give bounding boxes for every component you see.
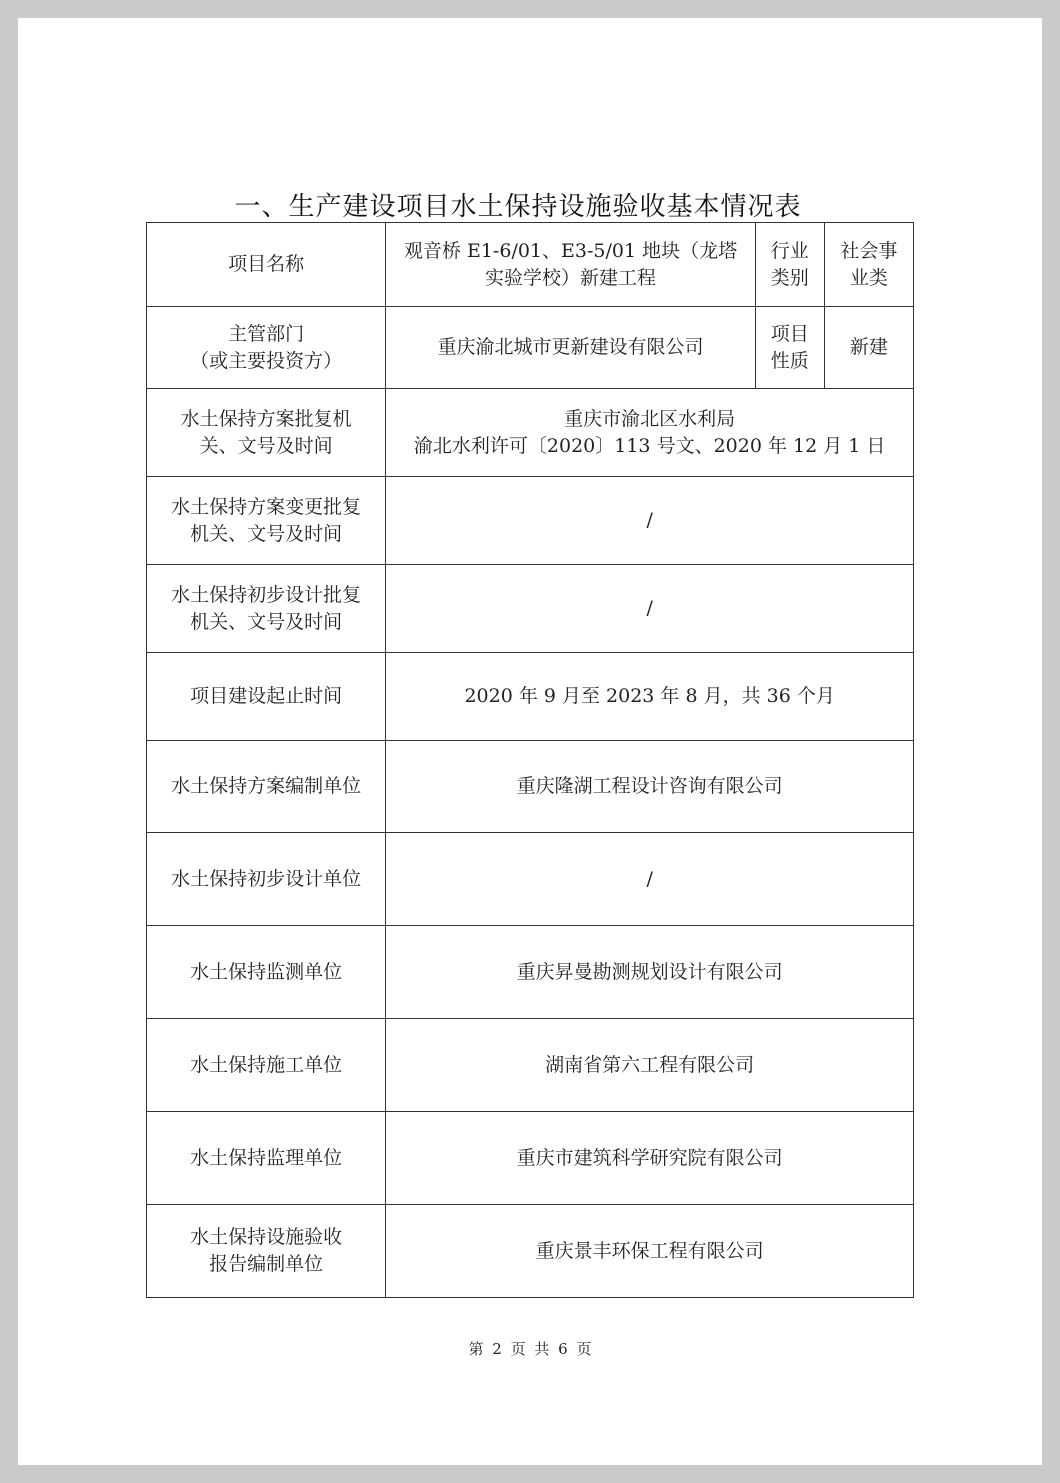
- sub-value-cell: 新建: [824, 307, 913, 389]
- table-row: [147, 653, 914, 741]
- value-cell: /: [386, 565, 914, 653]
- table-row: [147, 1019, 914, 1112]
- table-row: [147, 307, 914, 389]
- label-cell: 水土保持监测单位: [147, 926, 386, 1019]
- table-row: [147, 833, 914, 926]
- table-row: [147, 741, 914, 833]
- document-page: [18, 18, 1042, 1465]
- value-cell: 重庆昇曼勘测规划设计有限公司: [386, 926, 914, 1019]
- label-cell: 水土保持监理单位: [147, 1112, 386, 1205]
- value-cell: 观音桥 E1-6/01、E3-5/01 地块（龙塔 实验学校）新建工程: [386, 223, 755, 307]
- table-row: [147, 477, 914, 565]
- label-cell: 水土保持施工单位: [147, 1019, 386, 1112]
- label-cell: 项目名称: [147, 223, 386, 307]
- table-row: [147, 926, 914, 1019]
- label-cell: 水土保持初步设计批复 机关、文号及时间: [147, 565, 386, 653]
- label-cell: 项目建设起止时间: [147, 653, 386, 741]
- label-cell: 水土保持方案编制单位: [147, 741, 386, 833]
- value-cell: 重庆市渝北区水利局 渝北水利许可〔2020〕113 号文、2020 年 12 月 1 日: [386, 389, 914, 477]
- page-title: 一、生产建设项目水土保持设施验收基本情况表: [234, 192, 802, 222]
- sub-value-cell: 社会事 业类: [824, 223, 913, 307]
- label-cell: 主管部门 （或主要投资方）: [147, 307, 386, 389]
- table-row: [147, 1112, 914, 1205]
- table-row: [147, 223, 914, 307]
- value-cell: 2020 年 9 月至 2023 年 8 月，共 36 个月: [386, 653, 914, 741]
- label-cell: 水土保持初步设计单位: [147, 833, 386, 926]
- value-cell: 重庆隆湖工程设计咨询有限公司: [386, 741, 914, 833]
- sub-label-cell: 行业 类别: [755, 223, 824, 307]
- label-cell: 水土保持设施验收 报告编制单位: [147, 1205, 386, 1298]
- info-table: [146, 222, 914, 1298]
- label-cell: 水土保持方案变更批复 机关、文号及时间: [147, 477, 386, 565]
- value-cell: 重庆市建筑科学研究院有限公司: [386, 1112, 914, 1205]
- sub-label-cell: 项目 性质: [755, 307, 824, 389]
- table-row: [147, 565, 914, 653]
- value-cell: 重庆渝北城市更新建设有限公司: [386, 307, 755, 389]
- label-cell: 水土保持方案批复机 关、文号及时间: [147, 389, 386, 477]
- value-cell: /: [386, 477, 914, 565]
- value-cell: /: [386, 833, 914, 926]
- value-cell: 湖南省第六工程有限公司: [386, 1019, 914, 1112]
- table-row: [147, 389, 914, 477]
- table-row: [147, 1205, 914, 1298]
- value-cell: 重庆景丰环保工程有限公司: [386, 1205, 914, 1298]
- page-number-footer: 第 2 页 共 6 页: [468, 1340, 592, 1358]
